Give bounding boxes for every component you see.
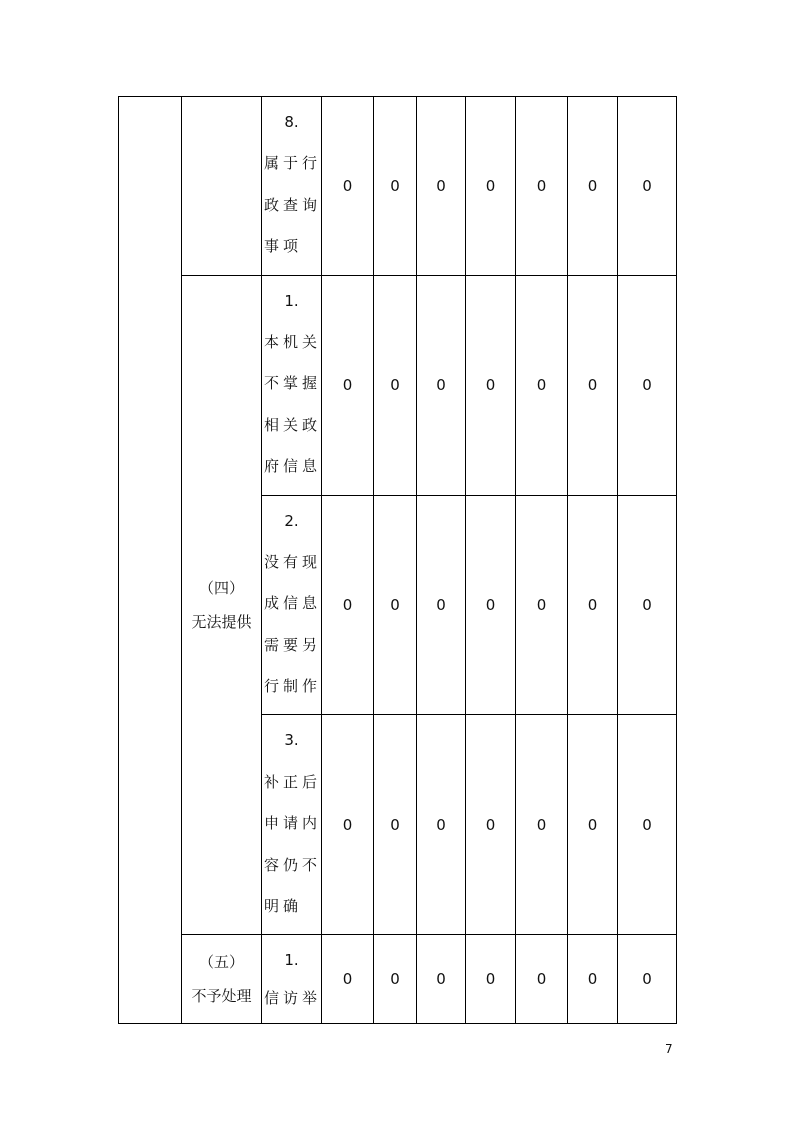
item-label-cell	[262, 97, 322, 276]
value-cell: 0	[618, 935, 677, 1024]
category-label: 无法提供	[191, 612, 252, 631]
item-label-cell	[262, 495, 322, 715]
value-cell: 0	[466, 275, 516, 495]
item-label-cell	[262, 935, 322, 1024]
value-cell: 0	[417, 97, 466, 276]
value-cell: 0	[568, 495, 618, 715]
page-number: 7	[665, 1042, 673, 1056]
statistics-table	[118, 96, 677, 1024]
value-cell: 0	[417, 935, 466, 1024]
value-cell: 0	[568, 275, 618, 495]
value-cell: 0	[322, 935, 374, 1024]
left-blank-cell	[119, 97, 182, 1024]
table-row	[119, 275, 677, 495]
value-cell: 0	[516, 935, 568, 1024]
value-cell: 0	[516, 275, 568, 495]
value-cell: 0	[516, 495, 568, 715]
item-label-line: 相关政	[264, 415, 322, 434]
value-cell: 0	[466, 935, 516, 1024]
category-index: （四）	[198, 578, 244, 597]
category-blank-cell	[182, 97, 262, 276]
item-index: 1.	[284, 951, 299, 970]
item-label-line: 没有现	[264, 552, 322, 571]
item-index: 1.	[284, 291, 299, 310]
value-cell: 0	[417, 275, 466, 495]
value-cell: 0	[618, 275, 677, 495]
value-cell: 0	[374, 495, 417, 715]
item-label-line: 成信息	[264, 594, 322, 613]
item-label-line: 事项	[264, 237, 303, 256]
value-cell: 0	[466, 715, 516, 935]
item-label-line: 容仍不	[264, 855, 322, 874]
value-cell: 0	[374, 97, 417, 276]
value-cell: 0	[516, 97, 568, 276]
category-cell-v	[182, 935, 262, 1024]
value-cell: 0	[618, 715, 677, 935]
item-label-line: 行制作	[264, 677, 322, 696]
value-cell: 0	[568, 935, 618, 1024]
value-cell: 0	[374, 935, 417, 1024]
item-label-line: 府信息	[264, 457, 322, 476]
value-cell: 0	[417, 495, 466, 715]
item-index: 2.	[284, 511, 299, 530]
value-cell: 0	[374, 715, 417, 935]
value-cell: 0	[568, 715, 618, 935]
value-cell: 0	[374, 275, 417, 495]
item-label-line: 申请内	[264, 814, 322, 833]
table-row	[119, 935, 677, 1024]
category-index: （五）	[198, 953, 244, 972]
table-row	[119, 97, 677, 276]
item-label-line: 补正后	[264, 772, 322, 791]
item-label-line: 不掌握	[264, 374, 322, 393]
value-cell: 0	[618, 495, 677, 715]
value-cell: 0	[568, 97, 618, 276]
item-label-line: 本机关	[264, 332, 322, 351]
value-cell: 0	[322, 97, 374, 276]
item-index: 3.	[284, 731, 299, 750]
category-label: 不予处理	[191, 987, 252, 1006]
value-cell: 0	[417, 715, 466, 935]
value-cell: 0	[516, 715, 568, 935]
item-label-line: 属于行	[264, 154, 322, 173]
category-cell-iv	[182, 275, 262, 935]
item-index: 8.	[284, 113, 299, 131]
value-cell: 0	[466, 495, 516, 715]
value-cell: 0	[322, 275, 374, 495]
value-cell: 0	[322, 715, 374, 935]
item-label-cell	[262, 715, 322, 935]
item-label-line: 需要另	[264, 635, 322, 654]
item-label-cell	[262, 275, 322, 495]
value-cell: 0	[466, 97, 516, 276]
item-label-line: 政查询	[264, 195, 322, 214]
value-cell: 0	[322, 495, 374, 715]
item-label-line: 明确	[264, 897, 303, 916]
value-cell: 0	[618, 97, 677, 276]
item-label-line: 信访举	[264, 989, 322, 1008]
